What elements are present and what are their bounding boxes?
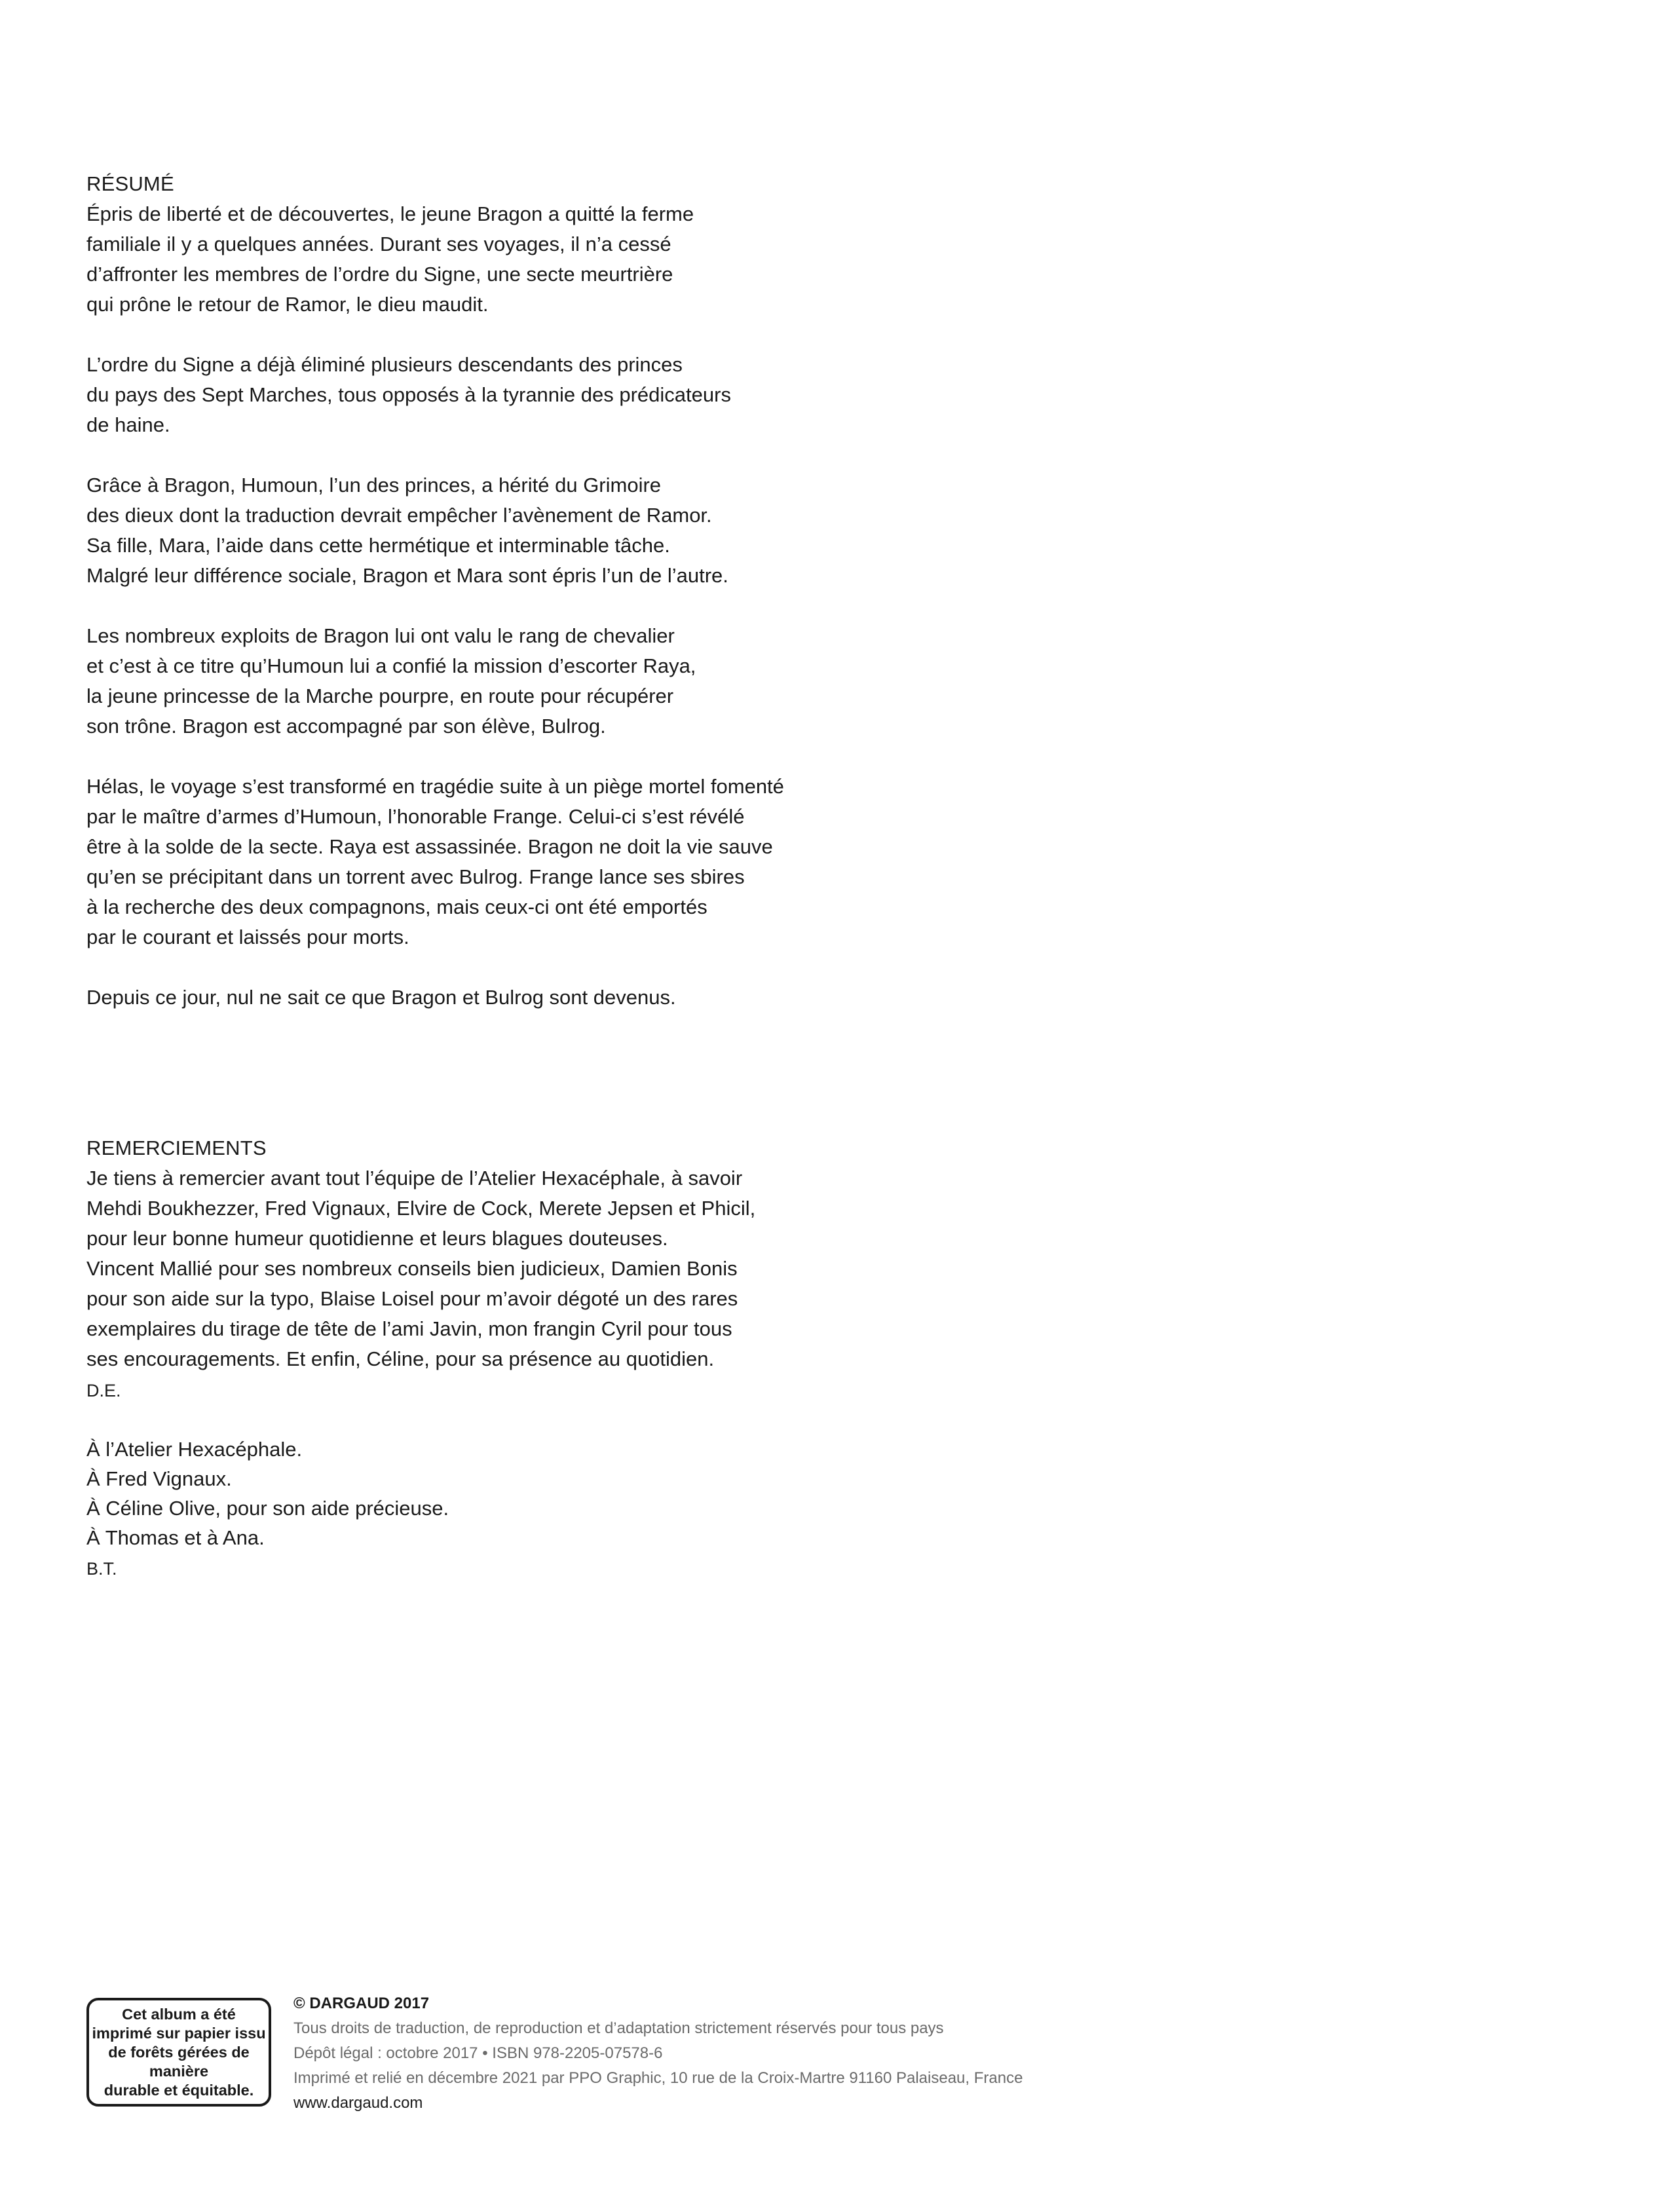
dedication-line: À Thomas et à Ana. xyxy=(86,1526,265,1549)
rights-notice: Tous droits de traduction, de reproduction et d’adaptation strictement réservés pour tous pays xyxy=(293,2019,944,2037)
summary-paragraph xyxy=(86,470,938,591)
signature-de: D.E. xyxy=(86,1381,121,1400)
publisher-website-link[interactable]: www.dargaud.com xyxy=(293,2094,423,2112)
text-line: Hélas, le voyage s’est transformé en tragédie suite à un piège mortel fomenté xyxy=(86,775,784,798)
text-line: la jeune princesse de la Marche pourpre, en route pour récupérer xyxy=(86,684,674,707)
copyright-notice: © DARGAUD 2017 xyxy=(293,1995,430,2012)
text-line: des dieux dont la traduction devrait empêcher l’avènement de Ramor. xyxy=(86,504,712,527)
legal-deposit-isbn: Dépôt légal : octobre 2017 • ISBN 978-2205-07578-6 xyxy=(293,2044,663,2062)
eco-paper-notice-text xyxy=(92,2005,265,2100)
summary-paragraph xyxy=(86,621,938,741)
text-line: familiale il y a quelques années. Durant ses voyages, il n’a cessé xyxy=(86,233,671,255)
eco-paper-notice-box xyxy=(86,1998,271,2107)
text-line: Sa fille, Mara, l’aide dans cette hermétique et interminable tâche. xyxy=(86,534,670,557)
text-line: être à la solde de la secte. Raya est assassinée. Bragon ne doit la vie sauve xyxy=(86,835,773,858)
dedication-line: À l’Atelier Hexacéphale. xyxy=(86,1438,303,1461)
acknowledgements-paragraph xyxy=(86,1163,938,1374)
text-line: de haine. xyxy=(86,413,170,436)
notice-line: imprimé sur papier issu xyxy=(92,2024,266,2042)
dedications-list xyxy=(86,1434,938,1552)
text-line: d’affronter les membres de l’ordre du Signe, une secte meurtrière xyxy=(86,263,673,286)
dedication-line: À Céline Olive, pour son aide précieuse. xyxy=(86,1497,449,1520)
summary-title: RÉSUMÉ xyxy=(86,172,174,195)
notice-line: manière xyxy=(149,2062,209,2080)
acknowledgements-title: REMERCIEMENTS xyxy=(86,1136,267,1159)
text-line: qui prône le retour de Ramor, le dieu maudit. xyxy=(86,293,489,316)
printer-info: Imprimé et relié en décembre 2021 par PPO Graphic, 10 rue de la Croix-Martre 91160 Palaiseau, France xyxy=(293,2069,1023,2087)
notice-line: de forêts gérées de xyxy=(108,2043,250,2061)
summary-paragraph xyxy=(86,199,938,320)
text-line: du pays des Sept Marches, tous opposés à la tyrannie des prédicateurs xyxy=(86,383,731,406)
text-line: par le courant et laissés pour morts. xyxy=(86,926,409,948)
text-line: qu’en se précipitant dans un torrent avec Bulrog. Frange lance ses sbires xyxy=(86,865,745,888)
text-line: Mehdi Boukhezzer, Fred Vignaux, Elvire de Cock, Merete Jepsen et Phicil, xyxy=(86,1197,756,1220)
text-line: Les nombreux exploits de Bragon lui ont valu le rang de chevalier xyxy=(86,624,675,647)
imprint-block xyxy=(293,1991,1276,2116)
text-line: à la recherche des deux compagnons, mais ceux-ci ont été emportés xyxy=(86,895,707,918)
text-line: ses encouragements. Et enfin, Céline, pour sa présence au quotidien. xyxy=(86,1347,715,1370)
notice-line: Cet album a été xyxy=(122,2005,236,2023)
summary-paragraph xyxy=(86,350,938,440)
acknowledgements-section xyxy=(86,1133,938,1583)
text-line: pour leur bonne humeur quotidienne et leurs blagues douteuses. xyxy=(86,1227,668,1250)
text-line: Grâce à Bragon, Humoun, l’un des princes, a hérité du Grimoire xyxy=(86,474,662,497)
signature-bt: B.T. xyxy=(86,1559,117,1579)
notice-line: durable et équitable. xyxy=(104,2081,254,2099)
text-line: Épris de liberté et de découvertes, le jeune Bragon a quitté la ferme xyxy=(86,202,694,225)
text-line: L’ordre du Signe a déjà éliminé plusieurs descendants des princes xyxy=(86,353,683,376)
summary-paragraph xyxy=(86,983,938,1013)
text-line: son trône. Bragon est accompagné par son élève, Bulrog. xyxy=(86,715,606,738)
text-line: par le maître d’armes d’Humoun, l’honorable Frange. Celui-ci s’est révélé xyxy=(86,805,745,828)
text-line: exemplaires du tirage de tête de l’ami Javin, mon frangin Cyril pour tous xyxy=(86,1317,732,1340)
summary-section xyxy=(86,169,938,1043)
text-line: Depuis ce jour, nul ne sait ce que Bragon et Bulrog sont devenus. xyxy=(86,986,676,1009)
text-line: Vincent Mallié pour ses nombreux conseils bien judicieux, Damien Bonis xyxy=(86,1257,738,1280)
summary-paragraph xyxy=(86,772,938,952)
text-line: Malgré leur différence sociale, Bragon et Mara sont épris l’un de l’autre. xyxy=(86,564,728,587)
text-line: Je tiens à remercier avant tout l’équipe de l’Atelier Hexacéphale, à savoir xyxy=(86,1167,743,1190)
text-line: et c’est à ce titre qu’Humoun lui a confié la mission d’escorter Raya, xyxy=(86,654,696,677)
text-line: pour son aide sur la typo, Blaise Loisel pour m’avoir dégoté un des rares xyxy=(86,1287,738,1310)
dedication-line: À Fred Vignaux. xyxy=(86,1467,232,1490)
